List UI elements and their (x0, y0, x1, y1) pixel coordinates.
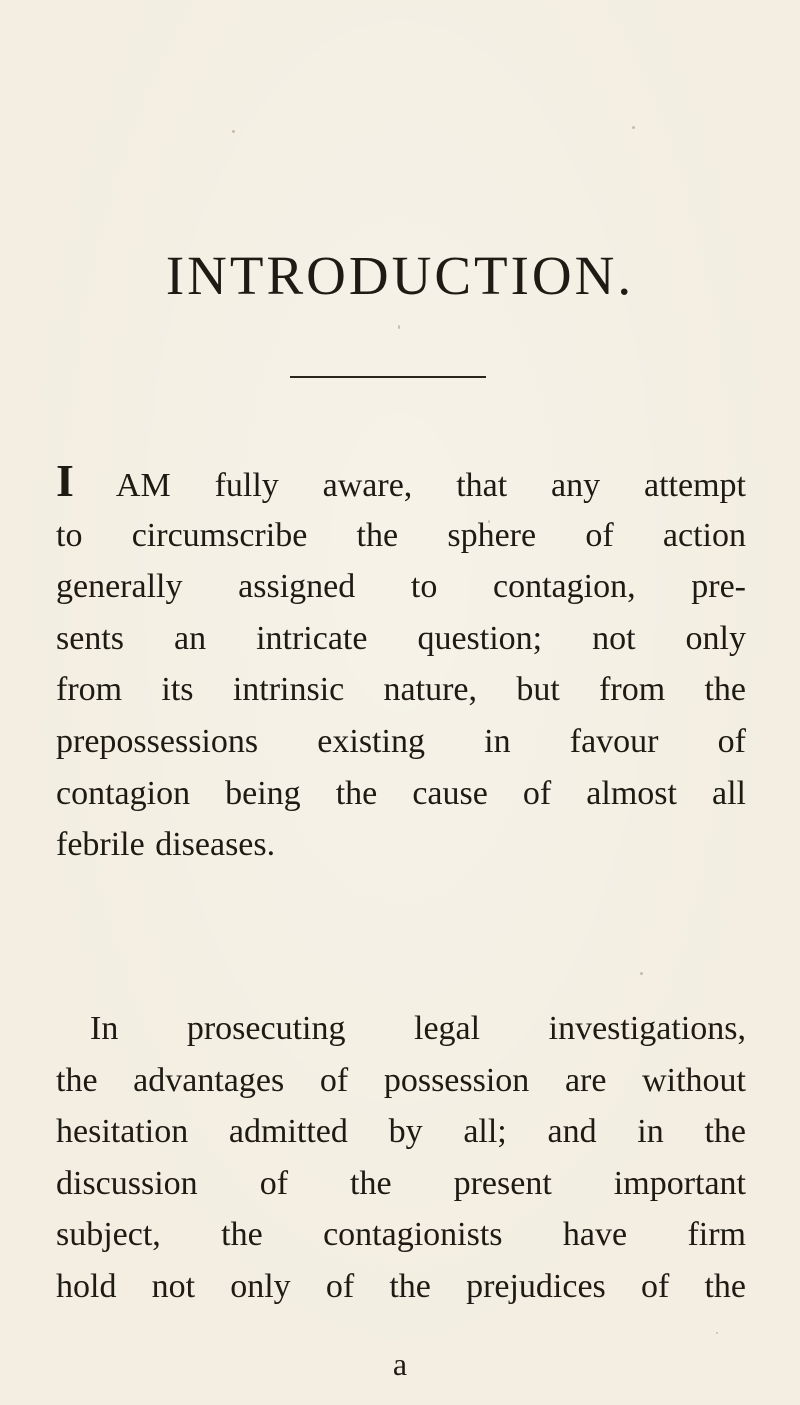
paragraph-2-line-6: hold not only of the prejudices of the (56, 1267, 746, 1305)
line-text: AM fully aware, that any attempt (73, 467, 746, 504)
title-divider (290, 376, 486, 378)
paper-speck (232, 130, 235, 133)
paper-speck (60, 1230, 63, 1233)
signature-mark: a (392, 1346, 408, 1382)
paragraph-2-line-2: the advantages of possession are without (56, 1061, 746, 1099)
paragraph-2-line-3: hesitation admitted by all; and in the (56, 1113, 746, 1151)
paragraph-2-line-5: subject, the contagionists have firm (56, 1216, 746, 1254)
paragraph-1-line-8: febrile diseases. (56, 826, 276, 864)
paragraph-1-line-1 (56, 455, 746, 510)
paragraph-1-line-6: prepossessions existing in favour of (56, 722, 746, 760)
paragraph-2-line-1: In prosecuting legal investigations, (90, 1010, 746, 1047)
paragraph-1 (56, 455, 746, 871)
paper-speck (398, 325, 400, 329)
paper-speck (640, 972, 643, 975)
paragraph-2-line-4: discussion of the present important (56, 1164, 746, 1202)
paper-speck (488, 520, 490, 523)
paragraph-1-line-2: to circumscribe the sphere of action (56, 516, 746, 554)
paragraph-1-line-7: contagion being the cause of almost all (56, 774, 746, 812)
paragraph-1-line-3: generally assigned to contagion, pre- (56, 568, 746, 606)
paragraph-2 (56, 1003, 746, 1313)
drop-cap: I (56, 455, 74, 506)
page-title: INTRODUCTION. (165, 245, 635, 306)
paragraph-1-line-5: from its intrinsic nature, but from the (56, 671, 746, 709)
paragraph-1-line-4: sents an intricate question; not only (56, 619, 746, 657)
paper-speck (716, 1332, 718, 1334)
paper-speck (632, 126, 635, 129)
